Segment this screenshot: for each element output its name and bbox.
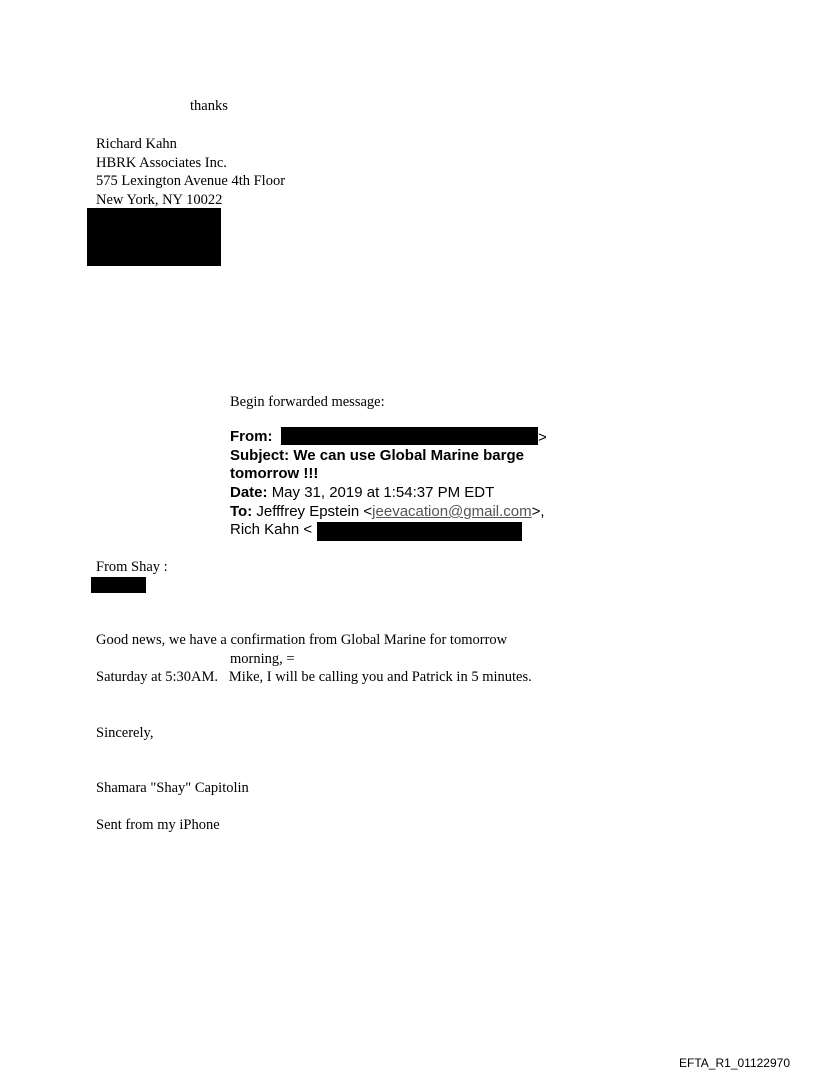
body-line1: Good news, we have a confirmation from Global Marine for tomorrow	[96, 632, 508, 648]
signature-company: HBRK Associates Inc.	[96, 154, 227, 171]
document-id: EFTA_R1_01122970	[679, 1056, 790, 1070]
header-to	[230, 503, 545, 521]
from-tail: >	[538, 429, 547, 446]
to-label: To:	[230, 503, 253, 520]
from-shay: From Shay :	[96, 559, 168, 575]
redaction-block	[87, 208, 221, 266]
subject-line2: tomorrow !!!	[230, 465, 319, 482]
redaction-to	[317, 522, 522, 541]
to-email-link[interactable]: jeevacation@gmail.com	[372, 503, 532, 520]
signature-address-line2: New York, NY 10022	[96, 191, 223, 208]
signature-block	[96, 135, 285, 209]
date-label: Date:	[230, 484, 268, 501]
to-line2: Rich Kahn <	[230, 521, 313, 538]
header-date	[230, 484, 494, 502]
date-value: May 31, 2019 at 1:54:37 PM EDT	[271, 484, 495, 501]
sender-name: Shamara "Shay" Capitolin	[96, 780, 249, 796]
closing: Sincerely,	[96, 725, 154, 741]
subject-label: Subject:	[230, 447, 290, 464]
body-line3: Saturday at 5:30AM. Mike, I will be calling you and Patrick in 5 minutes.	[96, 669, 532, 685]
sent-from: Sent from my iPhone	[96, 817, 220, 833]
to-tail: >,	[531, 503, 545, 520]
to-name: Jefffrey Epstein <	[256, 503, 373, 520]
from-label: From:	[230, 428, 273, 445]
forward-intro: Begin forwarded message:	[230, 394, 385, 410]
reply-text: thanks	[190, 98, 228, 114]
header-from	[230, 428, 273, 446]
body-line2: morning, =	[230, 651, 295, 667]
header-subject	[230, 447, 524, 465]
redaction-shay	[91, 577, 146, 593]
signature-name: Richard Kahn	[96, 136, 177, 152]
signature-address-line1: 575 Lexington Avenue 4th Floor	[96, 173, 286, 189]
subject-line1: We can use Global Marine barge	[293, 447, 524, 464]
redaction-from	[281, 427, 538, 445]
